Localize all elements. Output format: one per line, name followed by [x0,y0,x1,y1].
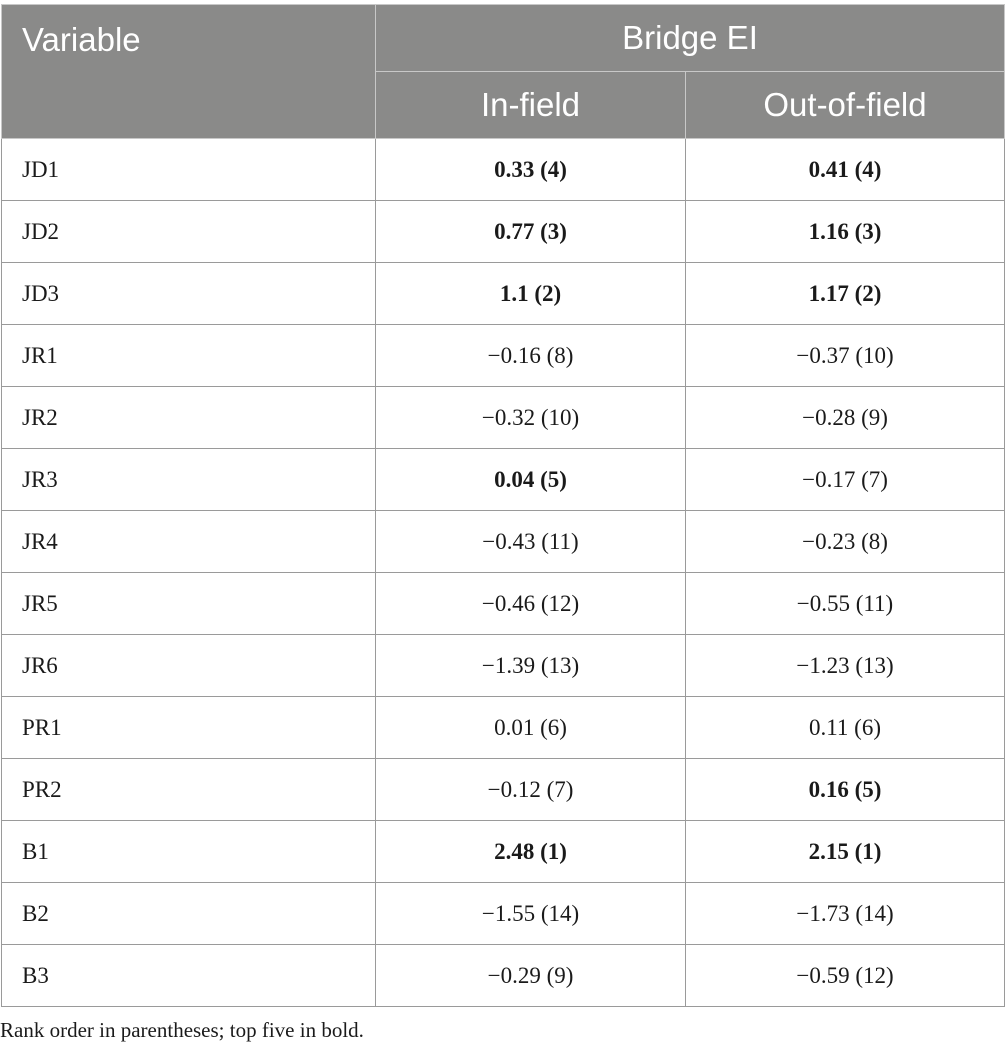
table-row [2,759,1005,821]
table-row [2,201,1005,263]
table-row [2,263,1005,325]
cell-in-field: −0.16 (8) [376,325,686,387]
cell-in-field: −1.55 (14) [376,883,686,945]
cell-variable: JR2 [2,387,376,449]
cell-out-of-field: 0.16 (5) [686,759,1005,821]
cell-variable: JR5 [2,573,376,635]
cell-variable: JR6 [2,635,376,697]
header-row-1 [2,5,1005,72]
cell-in-field: 0.77 (3) [376,201,686,263]
table-row [2,945,1005,1007]
cell-in-field: −0.46 (12) [376,573,686,635]
cell-out-of-field: −0.28 (9) [686,387,1005,449]
cell-out-of-field: −0.55 (11) [686,573,1005,635]
cell-variable: JR1 [2,325,376,387]
cell-out-of-field: 1.16 (3) [686,201,1005,263]
table-row [2,387,1005,449]
table-row [2,449,1005,511]
cell-in-field: 2.48 (1) [376,821,686,883]
table-row [2,635,1005,697]
cell-variable: B2 [2,883,376,945]
cell-variable: JR3 [2,449,376,511]
cell-out-of-field: 0.11 (6) [686,697,1005,759]
cell-out-of-field: −1.23 (13) [686,635,1005,697]
table-row [2,511,1005,573]
cell-out-of-field: −0.37 (10) [686,325,1005,387]
cell-variable: PR1 [2,697,376,759]
cell-variable: JD2 [2,201,376,263]
cell-variable: B1 [2,821,376,883]
table-row [2,139,1005,201]
cell-variable: PR2 [2,759,376,821]
table-row [2,883,1005,945]
table-row [2,697,1005,759]
cell-out-of-field: 0.41 (4) [686,139,1005,201]
column-header-out-of-field: Out-of-field [686,72,1005,139]
cell-variable: JD1 [2,139,376,201]
cell-out-of-field: −0.23 (8) [686,511,1005,573]
column-header-variable: Variable [2,5,376,139]
cell-in-field: 0.33 (4) [376,139,686,201]
column-group-header-bridge-ei: Bridge EI [376,5,1005,72]
cell-out-of-field: −0.59 (12) [686,945,1005,1007]
cell-in-field: −0.32 (10) [376,387,686,449]
cell-in-field: 0.04 (5) [376,449,686,511]
cell-variable: JD3 [2,263,376,325]
cell-in-field: −0.12 (7) [376,759,686,821]
table-footnote: Rank order in parentheses; top five in bold. [0,1018,364,1042]
cell-out-of-field: 1.17 (2) [686,263,1005,325]
cell-variable: JR4 [2,511,376,573]
cell-in-field: −1.39 (13) [376,635,686,697]
cell-out-of-field: −0.17 (7) [686,449,1005,511]
cell-in-field: −0.29 (9) [376,945,686,1007]
table-row [2,325,1005,387]
bridge-ei-table [1,4,1005,1007]
column-header-in-field: In-field [376,72,686,139]
cell-in-field: 0.01 (6) [376,697,686,759]
table-row [2,573,1005,635]
table-row [2,821,1005,883]
cell-out-of-field: 2.15 (1) [686,821,1005,883]
cell-out-of-field: −1.73 (14) [686,883,1005,945]
cell-in-field: −0.43 (11) [376,511,686,573]
cell-in-field: 1.1 (2) [376,263,686,325]
table-header [2,5,1005,139]
table-body [2,139,1005,1007]
cell-variable: B3 [2,945,376,1007]
